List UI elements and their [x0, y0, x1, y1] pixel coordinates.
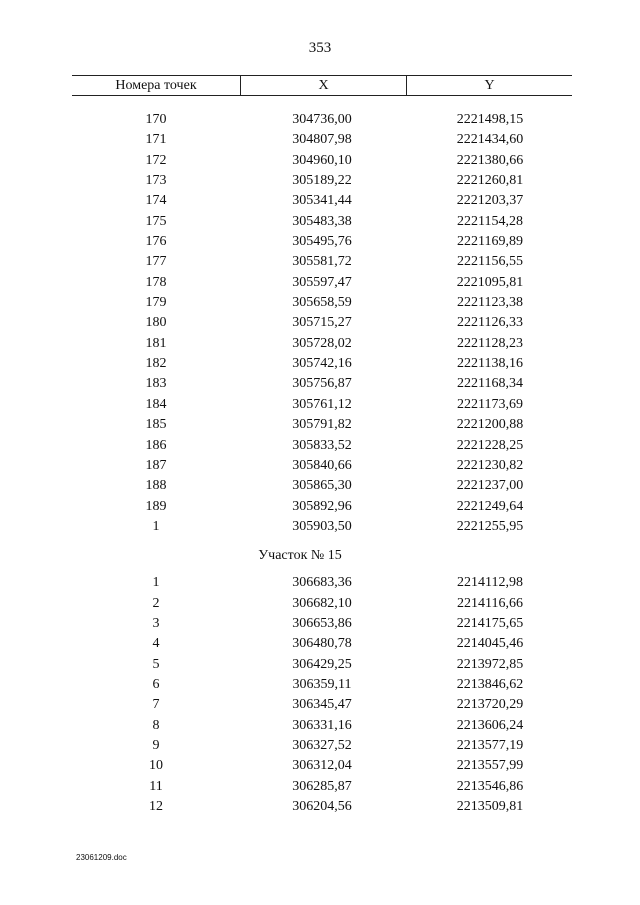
point-number-cell: 182	[145, 356, 167, 372]
y-coordinate-cell: 2221200,88	[456, 417, 524, 433]
table-row	[0, 273, 640, 293]
x-coordinate-cell: 306429,25	[292, 656, 352, 672]
point-number-cell: 171	[145, 132, 167, 148]
table-row	[0, 110, 640, 130]
y-coordinate-cell: 2221169,89	[457, 234, 523, 250]
rows-group-1	[0, 110, 640, 537]
point-number-cell: 187	[145, 457, 167, 473]
table-row	[0, 777, 640, 797]
table-row	[0, 497, 640, 517]
table-row	[0, 436, 640, 456]
y-coordinate-cell: 2221126,33	[457, 315, 523, 331]
x-coordinate-cell: 304807,98	[292, 132, 352, 148]
x-coordinate-cell: 305892,96	[292, 498, 352, 514]
table-row	[0, 232, 640, 252]
point-number-cell: 12	[149, 799, 163, 814]
x-coordinate-cell: 305742,16	[292, 356, 352, 372]
y-coordinate-cell: 2213846,62	[456, 676, 524, 692]
point-number-cell: 188	[145, 478, 167, 494]
table-row	[0, 252, 640, 272]
point-number-cell: 11	[149, 778, 163, 794]
x-coordinate-cell: 305840,66	[292, 457, 352, 473]
point-number-cell: 180	[145, 315, 167, 331]
x-coordinate-cell: 305658,59	[292, 295, 352, 311]
point-number-cell: 2	[152, 595, 160, 611]
table-row	[0, 374, 640, 394]
table-row	[0, 736, 640, 756]
x-coordinate-cell: 305761,12	[292, 396, 352, 412]
point-number-cell: 172	[145, 152, 167, 168]
x-coordinate-cell: 306480,78	[292, 636, 352, 652]
point-number-cell: 183	[145, 376, 167, 392]
y-coordinate-cell: 2213546,86	[456, 778, 524, 794]
table-row	[0, 171, 640, 191]
page-number: 353	[308, 40, 332, 56]
table-row	[0, 797, 640, 817]
table-row	[0, 634, 640, 654]
table-row	[0, 191, 640, 211]
y-coordinate-cell: 2213972,85	[456, 656, 524, 672]
point-number-cell: 184	[145, 396, 167, 412]
point-number-cell: 176	[145, 234, 167, 250]
y-coordinate-cell: 2221228,25	[456, 437, 524, 453]
y-coordinate-cell: 2221237,00	[456, 478, 524, 494]
x-coordinate-cell: 305581,72	[292, 254, 352, 270]
table-header	[72, 75, 572, 96]
x-coordinate-cell: 305597,47	[292, 274, 352, 290]
point-number-cell: 3	[152, 615, 160, 631]
y-coordinate-cell: 2221434,60	[456, 132, 524, 148]
x-coordinate-cell: 306331,16	[292, 717, 352, 733]
y-coordinate-cell: 2221138,16	[457, 356, 523, 372]
table-row	[0, 517, 640, 537]
x-coordinate-cell: 306312,04	[292, 758, 352, 774]
point-number-cell: 5	[152, 656, 160, 672]
point-number-cell: 9	[152, 737, 160, 753]
table-row	[0, 334, 640, 354]
y-coordinate-cell: 2221498,15	[456, 112, 524, 127]
point-number-cell: 1	[152, 518, 160, 534]
table-row	[0, 313, 640, 333]
table-row	[0, 573, 640, 593]
table-row	[0, 130, 640, 150]
point-number-cell: 178	[145, 274, 167, 290]
table-row	[0, 675, 640, 695]
table-row	[0, 354, 640, 374]
header-x: X	[240, 76, 407, 95]
x-coordinate-cell: 304736,00	[292, 112, 352, 127]
y-coordinate-cell: 2221154,28	[457, 213, 523, 229]
x-coordinate-cell: 305495,76	[292, 234, 352, 250]
table-row	[0, 151, 640, 171]
footer-document-code: 23061209.doc	[76, 853, 127, 862]
y-coordinate-cell: 2221260,81	[456, 173, 524, 189]
y-coordinate-cell: 2214045,46	[456, 636, 524, 652]
x-coordinate-cell: 306204,56	[292, 799, 352, 814]
y-coordinate-cell: 2221230,82	[456, 457, 524, 473]
coordinates-table-body	[0, 110, 640, 817]
y-coordinate-cell: 2214112,98	[457, 575, 523, 591]
x-coordinate-cell: 305756,87	[292, 376, 352, 392]
point-number-cell: 4	[152, 636, 160, 652]
x-coordinate-cell: 305483,38	[292, 213, 352, 229]
point-number-cell: 173	[145, 173, 167, 189]
y-coordinate-cell: 2221255,95	[456, 518, 524, 534]
section-title: Участок № 15	[258, 548, 342, 564]
table-row	[0, 395, 640, 415]
table-row	[0, 293, 640, 313]
table-row	[0, 212, 640, 232]
y-coordinate-cell: 2221380,66	[456, 152, 524, 168]
y-coordinate-cell: 2213509,81	[456, 799, 524, 814]
y-coordinate-cell: 2221095,81	[456, 274, 524, 290]
x-coordinate-cell: 306653,86	[292, 615, 352, 631]
y-coordinate-cell: 2221123,38	[457, 295, 523, 311]
point-number-cell: 181	[145, 335, 167, 351]
x-coordinate-cell: 306682,10	[292, 595, 352, 611]
header-y: Y	[484, 77, 495, 93]
x-coordinate-cell: 306345,47	[292, 697, 352, 713]
point-number-cell: 8	[152, 717, 160, 733]
point-number-cell: 10	[149, 758, 163, 774]
y-coordinate-cell: 2221156,55	[457, 254, 523, 270]
point-number-cell: 179	[145, 295, 167, 311]
y-coordinate-cell: 2221203,37	[456, 193, 524, 209]
x-coordinate-cell: 306285,87	[292, 778, 352, 794]
point-number-cell: 177	[145, 254, 167, 270]
point-number-cell: 6	[152, 676, 160, 692]
table-row	[0, 456, 640, 476]
x-coordinate-cell: 305791,82	[292, 417, 352, 433]
point-number-cell: 186	[145, 437, 167, 453]
y-coordinate-cell: 2221168,34	[457, 376, 523, 392]
point-number-cell: 185	[145, 417, 167, 433]
y-coordinate-cell: 2221128,23	[457, 335, 523, 351]
point-number-cell: 170	[145, 112, 167, 127]
y-coordinate-cell: 2213720,29	[456, 697, 524, 713]
x-coordinate-cell: 305865,30	[292, 478, 352, 494]
y-coordinate-cell: 2213557,99	[456, 758, 524, 774]
y-coordinate-cell: 2213577,19	[456, 737, 524, 753]
point-number-cell: 175	[145, 213, 167, 229]
y-coordinate-cell: 2214175,65	[456, 615, 524, 631]
table-row	[0, 756, 640, 776]
x-coordinate-cell: 305728,02	[292, 335, 352, 351]
table-row	[0, 655, 640, 675]
table-row	[0, 614, 640, 634]
x-coordinate-cell: 305833,52	[292, 437, 352, 453]
x-coordinate-cell: 305189,22	[292, 173, 352, 189]
point-number-cell: 1	[152, 575, 160, 591]
x-coordinate-cell: 305715,27	[292, 315, 352, 331]
x-coordinate-cell: 306327,52	[292, 737, 352, 753]
x-coordinate-cell: 305341,44	[292, 193, 352, 209]
x-coordinate-cell: 306359,11	[292, 676, 352, 692]
y-coordinate-cell: 2214116,66	[457, 595, 523, 611]
point-number-cell: 7	[152, 697, 160, 713]
point-number-cell: 189	[145, 498, 167, 514]
table-row	[0, 476, 640, 496]
x-coordinate-cell: 306683,36	[292, 575, 352, 591]
x-coordinate-cell: 304960,10	[292, 152, 352, 168]
table-row	[0, 415, 640, 435]
y-coordinate-cell: 2221173,69	[457, 396, 523, 412]
y-coordinate-cell: 2213606,24	[456, 717, 524, 733]
rows-group-2	[0, 573, 640, 817]
header-point-numbers: Номера точек	[115, 77, 197, 93]
point-number-cell: 174	[145, 193, 167, 209]
table-row	[0, 716, 640, 736]
table-row	[0, 695, 640, 715]
table-row	[0, 594, 640, 614]
x-coordinate-cell: 305903,50	[292, 518, 352, 534]
y-coordinate-cell: 2221249,64	[456, 498, 524, 514]
